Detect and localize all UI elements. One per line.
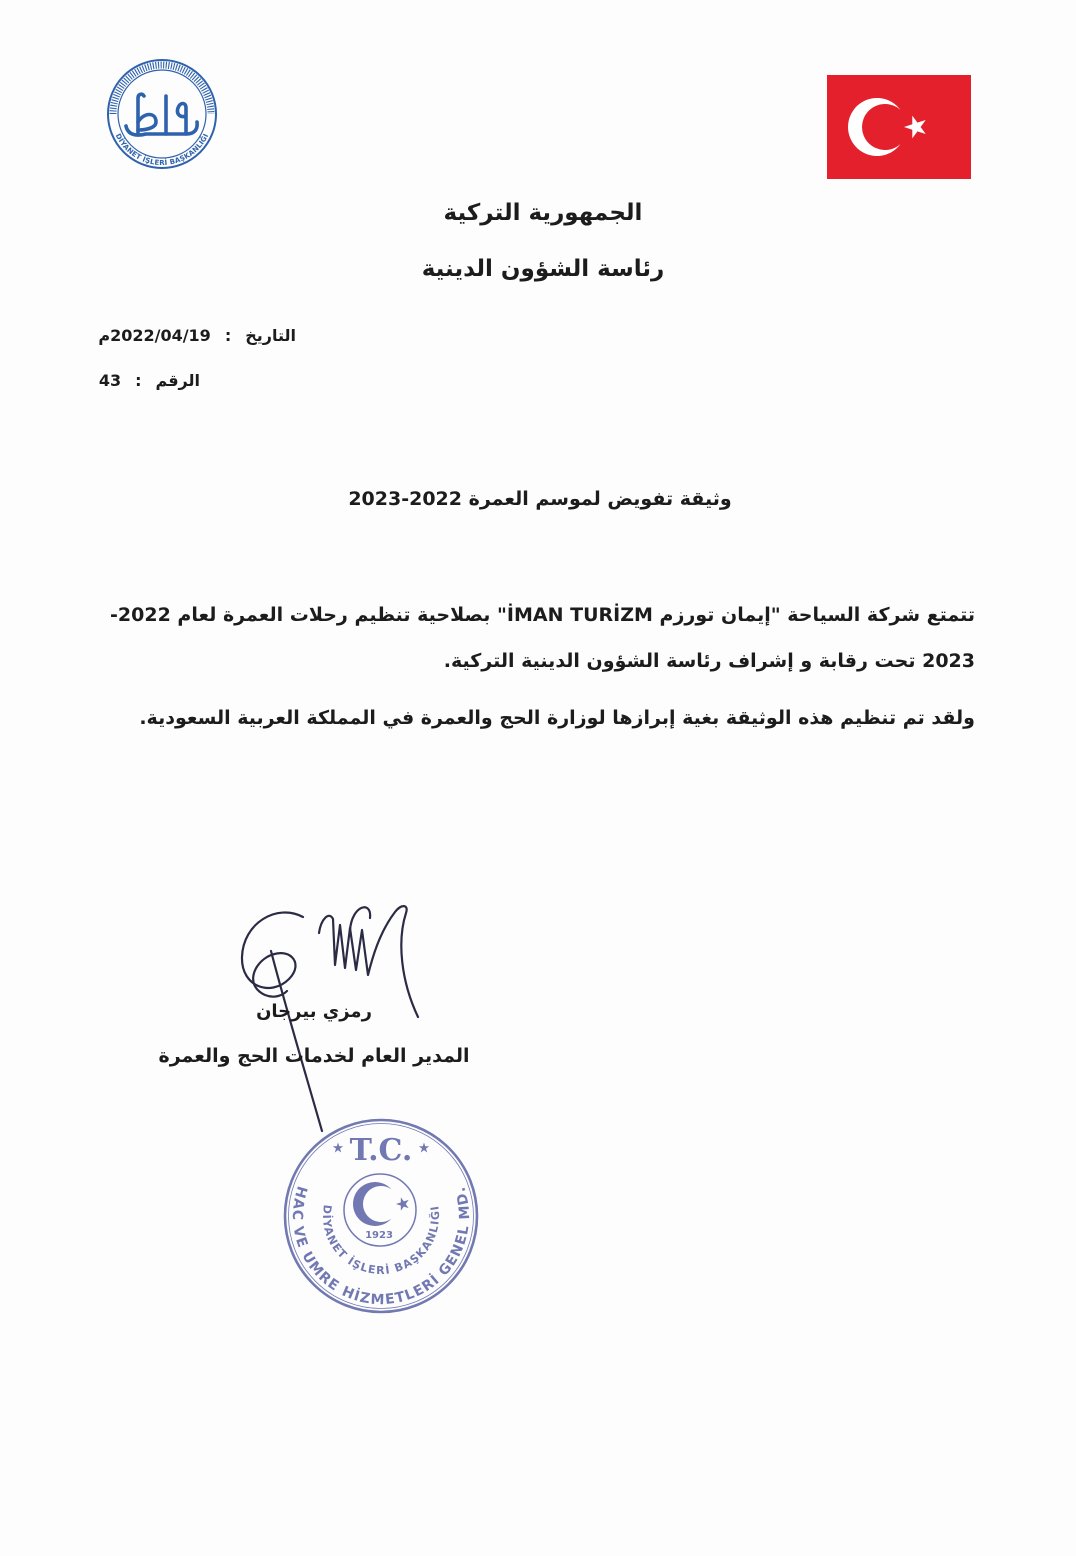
date-separator: :: [224, 326, 232, 345]
stamp-star-right: [419, 1143, 429, 1153]
date-value: 2022/04/19م: [98, 326, 211, 345]
turkish-flag-icon: [827, 75, 971, 179]
number-label: الرقم: [155, 371, 200, 390]
signatory-name: رمزي بيرجان: [256, 1001, 372, 1022]
stamp-outer-ring-text: HAC VE UMRE HİZMETLERİ GENEL MD.: [288, 1184, 474, 1309]
diyanet-logo-icon: [100, 52, 224, 176]
paragraph-1-line-2: 2023 تحت رقابة و إشراف رئاسة الشؤون الدينية التركية.: [443, 650, 975, 672]
paragraph-1-line-1: تتمتع شركة السياحة "إيمان تورزم İMAN TURİZM" بصلاحية تنظيم رحلات العمرة لعام 2022-: [110, 604, 975, 626]
header-institution: رئاسة الشؤون الدينية: [421, 256, 665, 282]
header-country: الجمهورية التركية: [443, 200, 643, 226]
date-label: التاريخ: [245, 326, 296, 345]
stamp-crescent: [353, 1182, 391, 1226]
logo-ring-text: DİYANET İŞLERİ BAŞKANLIĞI: [113, 132, 211, 168]
signatory-position: المدير العام لخدمات الحج والعمرة: [158, 1045, 470, 1067]
number-line: [40, 367, 200, 395]
logo-calligraphy: [126, 94, 197, 135]
document-title: وثيقة تفويض لموسم العمرة 2022-2023: [348, 488, 732, 510]
number-value: 43: [98, 371, 122, 390]
stamp-top-text: T.C.: [349, 1133, 413, 1168]
paragraph-2: ولقد تم تنظيم هذه الوثيقة بغية إبرازها لوزارة الحج والعمرة في المملكة العربية السعودية.: [139, 707, 975, 729]
stamp-year: 1923: [365, 1230, 393, 1241]
stamp-star: [396, 1197, 409, 1210]
date-line: [60, 322, 296, 350]
stamp-star-left: [333, 1143, 343, 1153]
stamp-inner-ring-text: DİYANET İŞLERİ BAŞKANLIĞI: [319, 1203, 443, 1277]
official-seal-icon: [278, 1110, 484, 1322]
number-separator: :: [135, 371, 142, 390]
